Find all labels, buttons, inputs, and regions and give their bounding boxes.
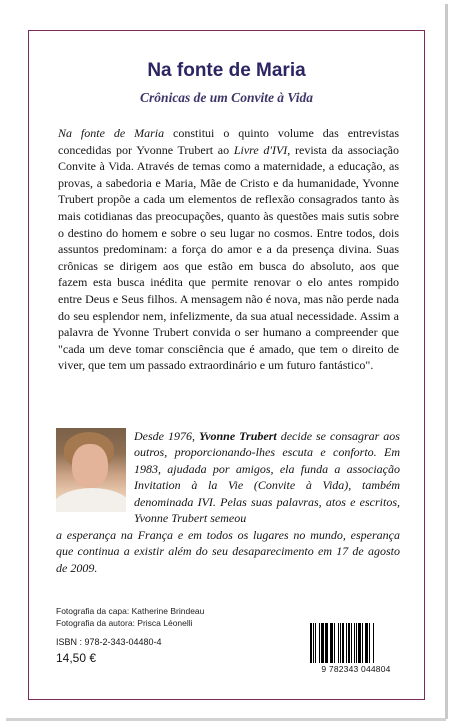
description-part-1: constitui o quinto volume das entrevistas concedidas por Yvonne Trubert ao [58, 126, 400, 157]
description-book-ref: Livre d'IVI [233, 142, 288, 157]
author-bio [134, 428, 400, 526]
book-description [58, 125, 399, 374]
author-bio-continued: a esperança na França e em todos os lugares no mundo, esperança que continua a existir além do seu desaparecimento em 17 de agosto de 2009. [56, 528, 400, 575]
book-title: Na fonte de Maria [147, 60, 306, 81]
author-photo [56, 428, 126, 512]
description-part-2: , revista da associação Convite à Vida. Através de temas como a maternidade, a educação, as provas, a sabedoria e Maria, Mãe de Cristo e da humanidade, Yvonne Trubert propõe a cada um elementos de reflexão consagrados tanto às mais cotidianas das preocupações, quanto às questões mais sutis sobre o destino do homem e sobre o seu lugar no cosmos. Entre todos, dois assuntos predominam: a força do amor e a da presença divina. Suas crônicas se dirigem aos que estão em busca do absoluto, aos que fazem esta busca inédita que permite renovar o elo antes rompido entre Deus e Seus filhos. A mensagem não é nova, mas não perde nada do seu esplendor nem, infelizmente, da sua atual necessidade. Assim a palavra de Yvonne Trubert convida o ser humano a compreender que "cada um deve tomar consciência que é amado, que tem o direito de viver, que tem um passado extraordinário e um futuro fantástico". [58, 142, 400, 373]
description-title-ref: Na fonte de Maria [58, 126, 165, 140]
barcode-number: 9 782343 044804 [321, 664, 391, 674]
cover-photo-credit: Fotografia da capa: Katherine Brindeau [56, 606, 205, 616]
bio-author-name: Yvonne Trubert [198, 429, 277, 443]
bio-intro: Desde 1976, [134, 429, 199, 443]
page-shadow-bottom [6, 718, 446, 721]
barcode [310, 623, 402, 663]
isbn-label: ISBN : 978-2-343-04480-4 [56, 637, 162, 647]
book-subtitle: Crônicas de um Convite à Vida [140, 90, 313, 105]
page-shadow-right [445, 4, 448, 719]
price-label: 14,50 € [56, 651, 97, 665]
bio-text: decide se consagrar aos outros, proporcionando-lhes escuta e conforto. Em 1983, ajudada por amigos, ela funda a associação Invitation à la Vie (Convite à Vida), também denominada IVI. Pelas suas palavras, atos e escritos, Yvonne Trubert semeou [134, 429, 400, 526]
author-photo-credit: Fotografia da autora: Prisca Léonelli [56, 618, 193, 628]
